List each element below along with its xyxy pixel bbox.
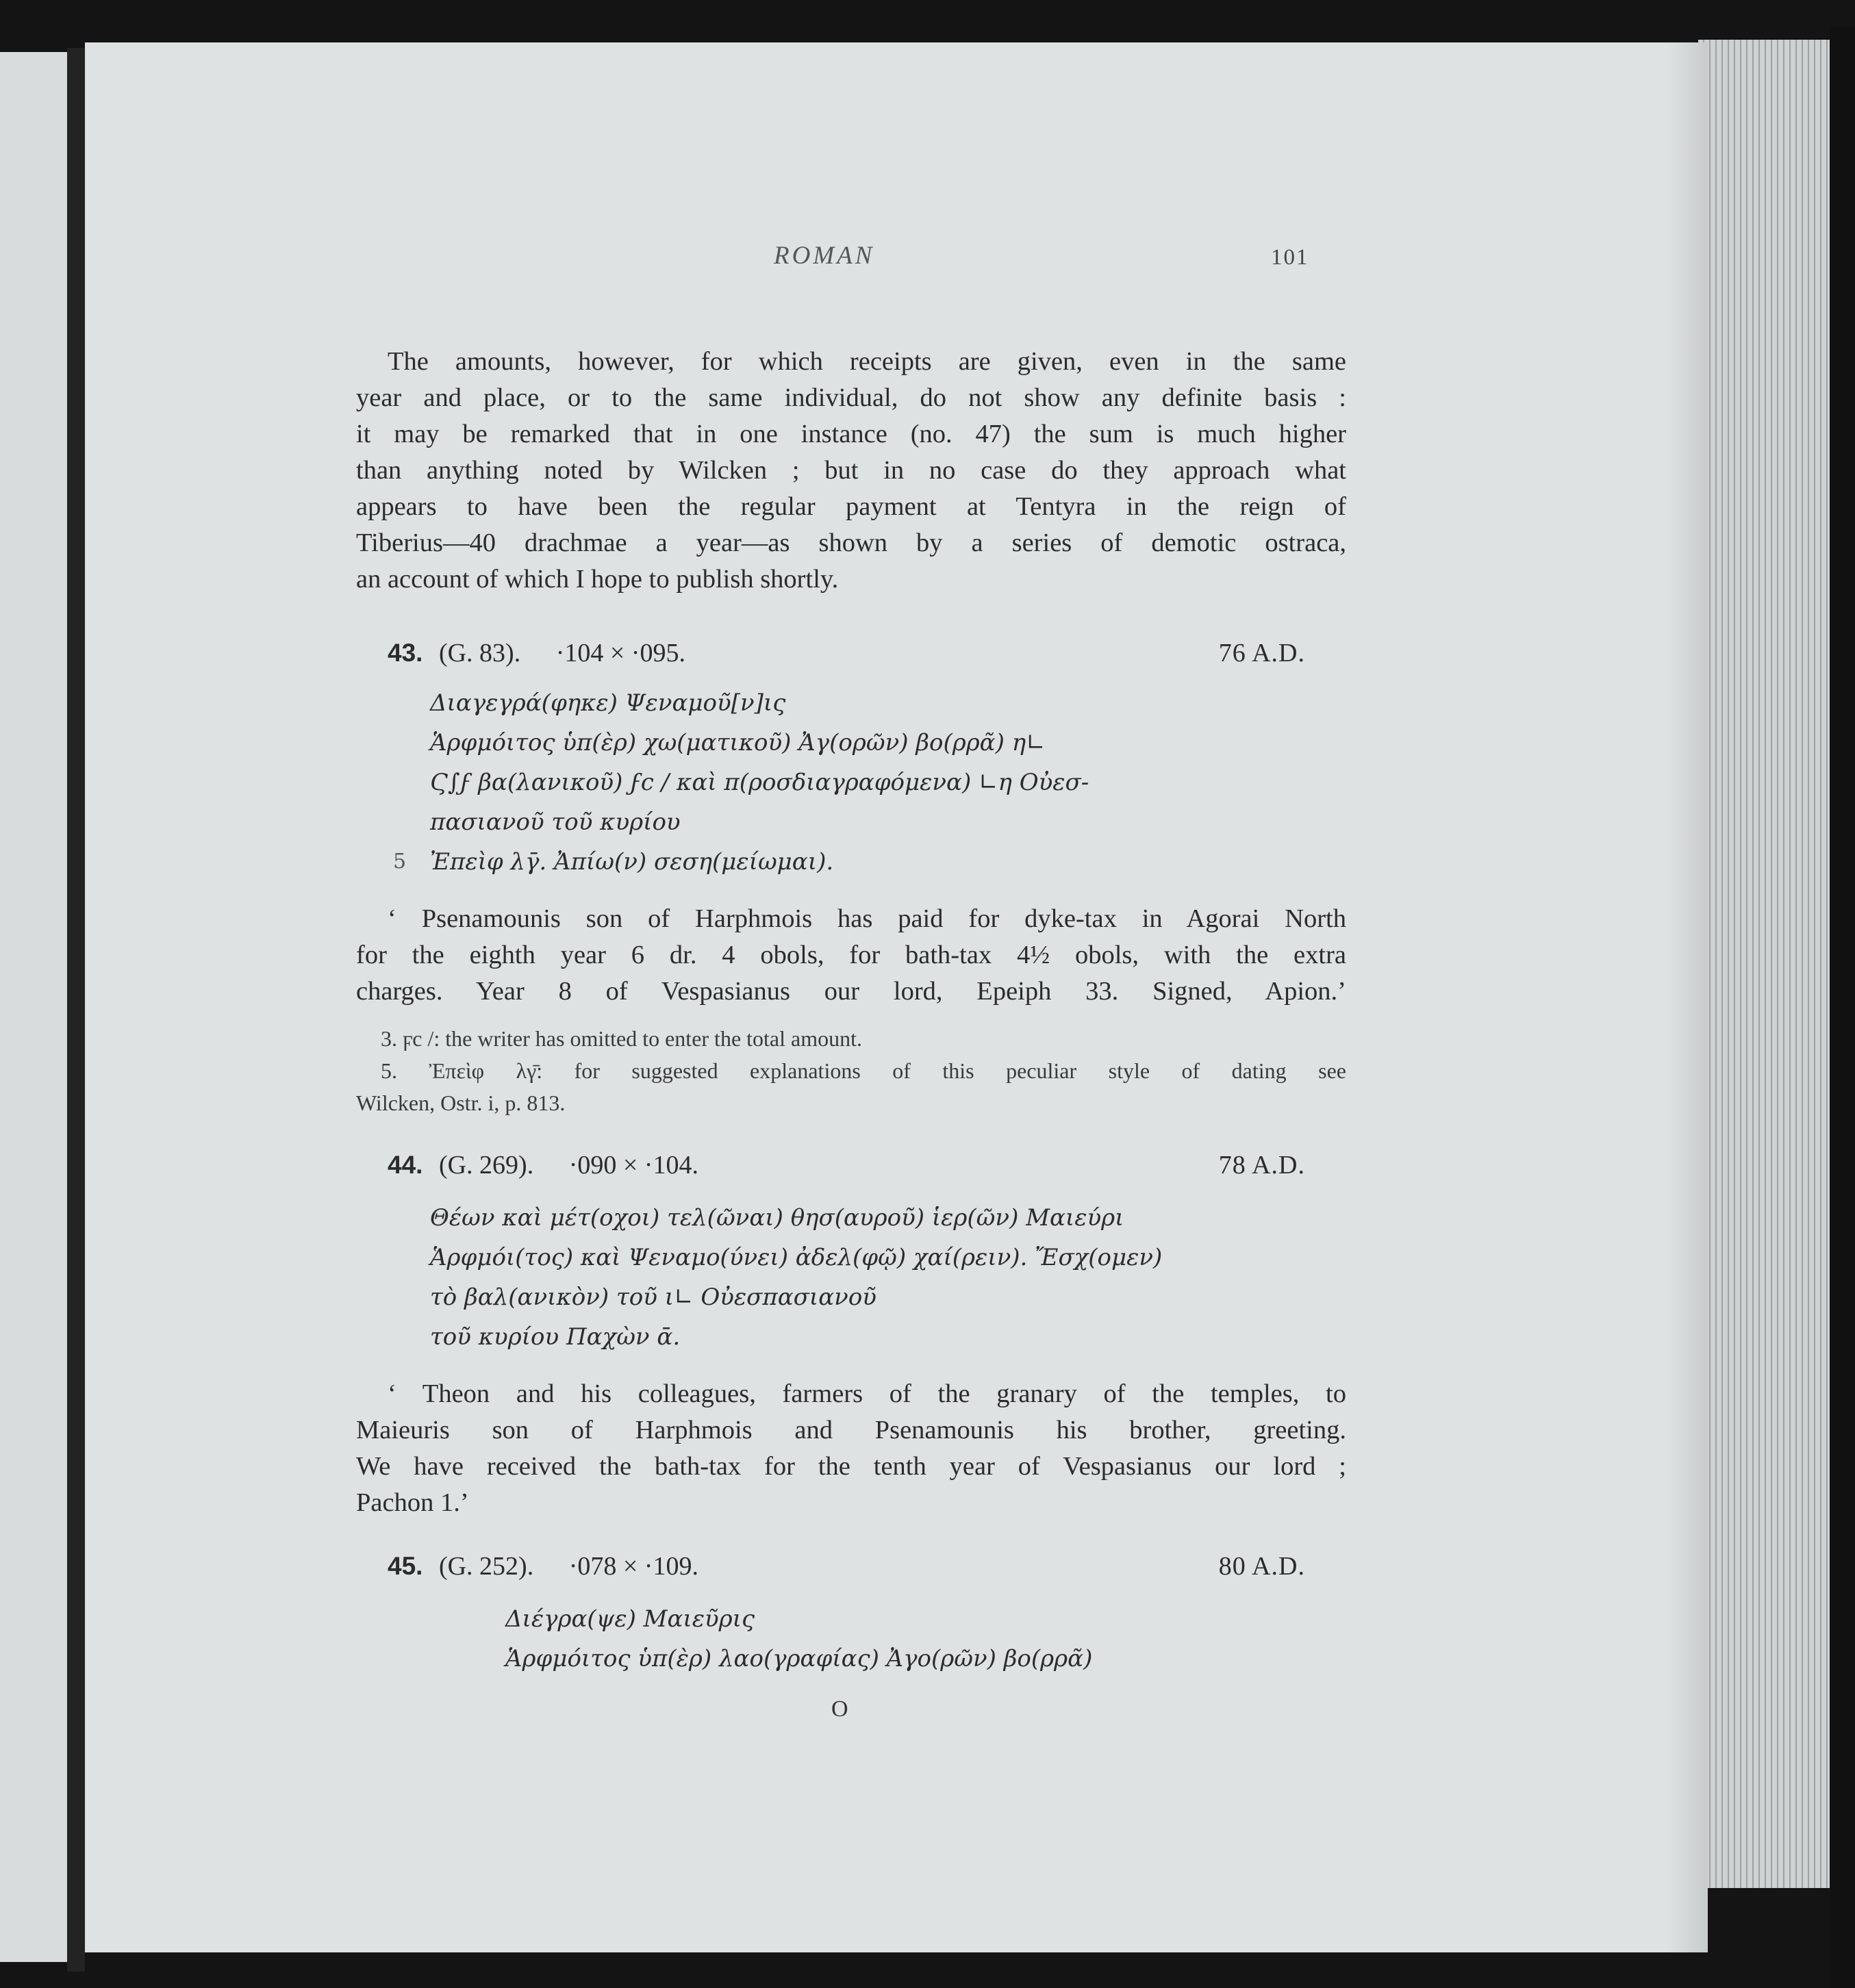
greek-text: [430, 1198, 1162, 1357]
text-line: Pachon 1.’: [356, 1488, 469, 1517]
text-line: ‘ Psenamounis son of Harphmois has paid for dyke-tax in Agorai North: [388, 904, 1346, 933]
entry-date: 80 A.D.: [1218, 1552, 1305, 1581]
entry-dimensions: ·078 × ·109.: [568, 1552, 698, 1581]
greek-line: Ἁρφμόιτος ὑπ(ὲρ) λαο(γραφίας) Ἀγο(ρῶν) βο(ρρᾶ): [505, 1645, 1093, 1672]
running-head: ROMAN: [774, 242, 875, 270]
text-line: charges. Year 8 of Vespasianus our lord, Epeiph 33. Signed, Apion.’: [356, 977, 1346, 1006]
text-line: ‘ Theon and his colleagues, farmers of the granary of the temples, to: [388, 1379, 1346, 1408]
entry-heading: [388, 1551, 1305, 1585]
page-block-edges: [1698, 40, 1835, 1888]
note-line: 3. ϝc /: the writer has omitted to enter the total amount.: [381, 1026, 862, 1051]
entry-dimensions: ·104 × ·095.: [555, 639, 685, 667]
entry-heading: [388, 1150, 1305, 1184]
text-line: than anything noted by Wilcken ; but in no case do they approach what: [356, 456, 1346, 485]
greek-line: Θέων καὶ μέτ(οχοι) τελ(ῶναι) θησ(αυροῦ) ἱερ(ῶν) Μαιεύρι: [430, 1204, 1124, 1232]
greek-text: [393, 683, 1089, 882]
line-number: 5: [393, 850, 407, 874]
translation-paragraph: [356, 1376, 1346, 1521]
greek-line: Ἁρφμόιτος ὑπ(ὲρ) χω(ματικοῦ) Ἀγ(ορῶν) βο(ρρᾶ) η∟: [430, 729, 1046, 756]
greek-line: τοῦ κυρίου Παχὼν ᾱ.: [430, 1323, 681, 1351]
greek-text: [505, 1599, 1092, 1679]
entry-number: 44.: [388, 1151, 423, 1179]
text-line: We have received the bath-tax for the tenth year of Vespasianus our lord ;: [356, 1452, 1346, 1481]
entry-heading: [388, 638, 1305, 672]
text-line: Tiberius—40 drachmae a year—as shown by a series of demotic ostraca,: [356, 528, 1346, 557]
entry-date: 78 A.D.: [1218, 1151, 1305, 1180]
entry-reference: (G. 269).: [438, 1151, 534, 1180]
entry-reference: (G. 83).: [438, 639, 521, 667]
greek-line: [393, 842, 1089, 882]
entry-number: 43.: [388, 639, 423, 667]
text-line: The amounts, however, for which receipts are given, even in the same: [388, 347, 1346, 376]
entry-number: 45.: [388, 1552, 423, 1580]
translation-paragraph: [356, 901, 1346, 1010]
scan-border: [1830, 27, 1855, 1988]
greek-line: πασιανοῦ τοῦ κυρίου: [430, 808, 681, 836]
note-line: 5. Ἐπεὶφ λγ̄: for suggested explanations of this peculiar style of dating see: [381, 1058, 1346, 1083]
entry-dimensions: ·090 × ·104.: [568, 1151, 698, 1180]
text-line: it may be remarked that in one instance (no. 47) the sum is much higher: [356, 420, 1346, 448]
greek-line: Διαγεγρά(φηκε) Ψεναμοῦ[ν]ις: [430, 689, 786, 717]
text-line: year and place, or to the same individual, do not show any definite basis :: [356, 383, 1346, 412]
page: [85, 42, 1708, 1952]
greek-line: Διέγρα(ψε) Μαιεῦρις: [505, 1605, 755, 1633]
text-line: for the eighth year 6 dr. 4 obols, for bath-tax 4½ obols, with the extra: [356, 941, 1346, 969]
text-line: Maieuris son of Harphmois and Psenamounis his brother, greeting.: [356, 1416, 1346, 1444]
intro-paragraph: [356, 344, 1346, 598]
facing-page-edge: [0, 52, 67, 1962]
greek-line-text: Ἐπεὶφ λγ̄. Ἀπίω(ν) σεση(μείωμαι).: [430, 848, 834, 876]
entry-reference: (G. 252).: [438, 1552, 534, 1581]
page-number: 101: [1271, 245, 1309, 270]
greek-line: Ϛ∫ϝ βα(λανικοῦ) ϝc / καὶ π(ροσδιαγραφόμενα) ∟η Οὐεσ-: [430, 769, 1089, 796]
signature-mark: O: [831, 1696, 848, 1722]
greek-line: τὸ βαλ(ανικὸν) τοῦ ι∟ Οὐεσπασιανοῦ: [430, 1284, 876, 1311]
note-line: Wilcken, Ostr. i, p. 813.: [356, 1091, 566, 1115]
text-line: appears to have been the regular payment at Tentyra in the reign of: [356, 492, 1346, 521]
greek-line: Ἁρφμόι(τος) καὶ Ψεναμο(ύνει) ἀδελ(φῷ) χαί(ρειν). Ἔσχ(ομεν): [430, 1244, 1163, 1271]
commentary-notes: [356, 1023, 1346, 1119]
entry-date: 76 A.D.: [1218, 639, 1305, 667]
text-line: an account of which I hope to publish shortly.: [356, 565, 839, 594]
book-gutter: [67, 48, 85, 1972]
page-shadow: [1667, 42, 1708, 1952]
